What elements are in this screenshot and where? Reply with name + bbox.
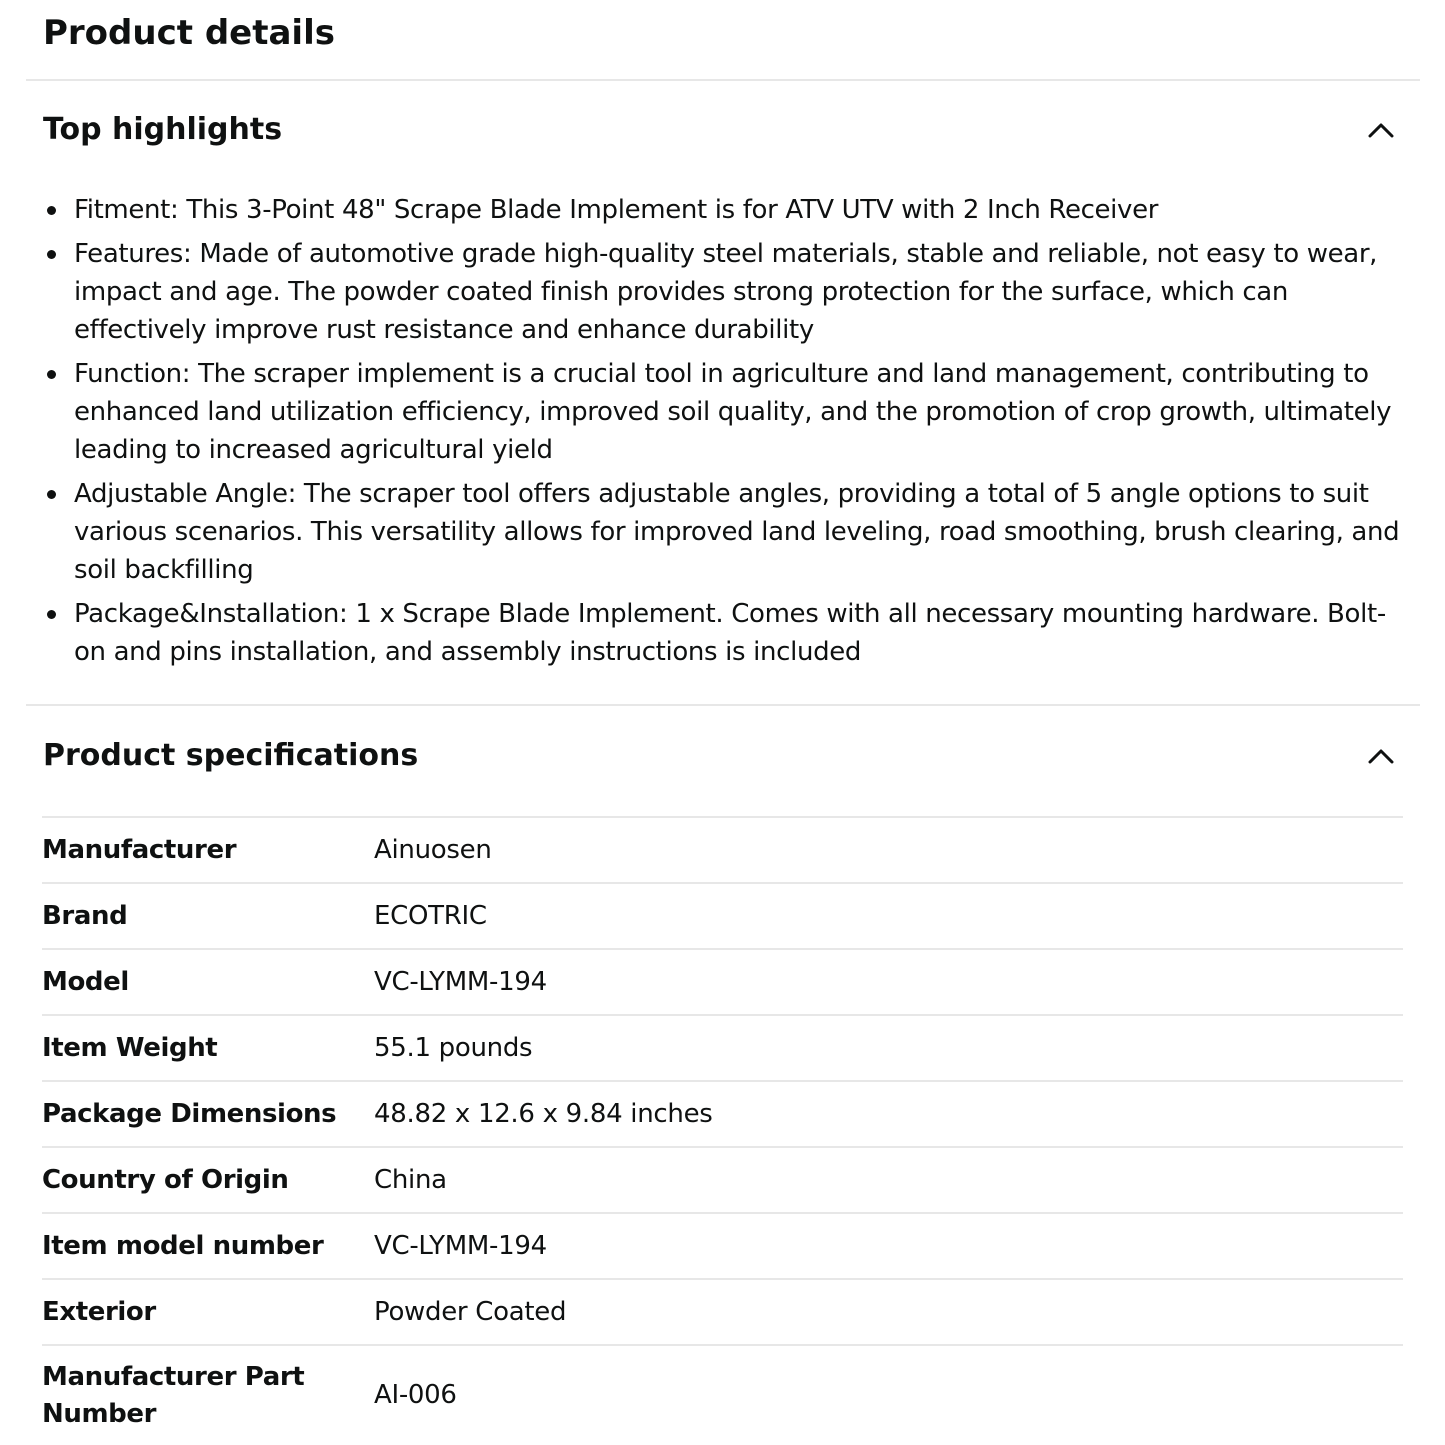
section-divider [26,704,1420,706]
product-specifications-title: Product specifications [43,738,419,773]
spec-key: Manufacturer [42,834,237,865]
spec-key: Item model number [42,1230,324,1261]
chevron-up-icon[interactable] [1361,110,1401,150]
highlight-item-function: Function: The scraper implement is a crucial tool in agriculture and land management, contributing to enhanced land utilization efficiency, improved soil quality, and the promotion of crop growth, ultimately leading to increased agricultural yield [43,355,1405,469]
spec-key: Item Weight [42,1032,218,1063]
page-title: Product details [43,13,335,53]
spec-key: Package Dimensions [42,1098,337,1129]
spec-row-package-dimensions [42,1081,1403,1147]
spec-row-manufacturer-part-number [42,1345,1403,1445]
chevron-up-icon[interactable] [1361,736,1401,776]
highlight-item-package-installation: Package&Installation: 1 x Scrape Blade Implement. Comes with all necessary mounting hardware. Bolt-on and pins installation, and assembly instructions is included [43,595,1405,671]
spec-row-country-of-origin [42,1147,1403,1213]
spec-value: VC-LYMM-194 [374,1230,547,1261]
spec-value: VC-LYMM-194 [374,966,547,997]
spec-value: China [374,1164,447,1195]
spec-value: 55.1 pounds [374,1032,533,1063]
spec-key: Manufacturer Part Number [42,1361,305,1429]
spec-row-exterior [42,1279,1403,1345]
spec-row-model [42,949,1403,1015]
section-divider [26,79,1420,81]
top-highlights-list [43,191,1405,677]
spec-row-item-model-number [42,1213,1403,1279]
spec-key: Country of Origin [42,1164,289,1195]
highlight-item-fitment: Fitment: This 3-Point 48" Scrape Blade Implement is for ATV UTV with 2 Inch Receiver [43,191,1405,229]
spec-key: Exterior [42,1296,156,1327]
top-highlights-header[interactable] [43,106,1403,154]
spec-row-brand [42,883,1403,949]
highlight-item-features: Features: Made of automotive grade high-quality steel materials, stable and reliable, not easy to wear, impact and age. The powder coated finish provides strong protection for the surface, which can effectively improve rust resistance and enhance durability [43,235,1405,349]
spec-key: Brand [42,900,128,931]
spec-value: Ainuosen [374,834,492,865]
product-specifications-header[interactable] [43,732,1403,780]
spec-row-manufacturer [42,817,1403,883]
highlight-item-adjustable-angle: Adjustable Angle: The scraper tool offers adjustable angles, providing a total of 5 angle options to suit various scenarios. This versatility allows for improved land leveling, road smoothing, brush clearing, and soil backfilling [43,475,1405,589]
product-specifications-table [42,816,1403,1445]
top-highlights-title: Top highlights [43,112,283,147]
spec-value: 48.82 x 12.6 x 9.84 inches [374,1098,713,1129]
spec-row-item-weight [42,1015,1403,1081]
spec-key: Model [42,966,129,997]
spec-value: AI-006 [374,1380,457,1410]
spec-value: ECOTRIC [374,900,487,931]
spec-value: Powder Coated [374,1296,567,1327]
